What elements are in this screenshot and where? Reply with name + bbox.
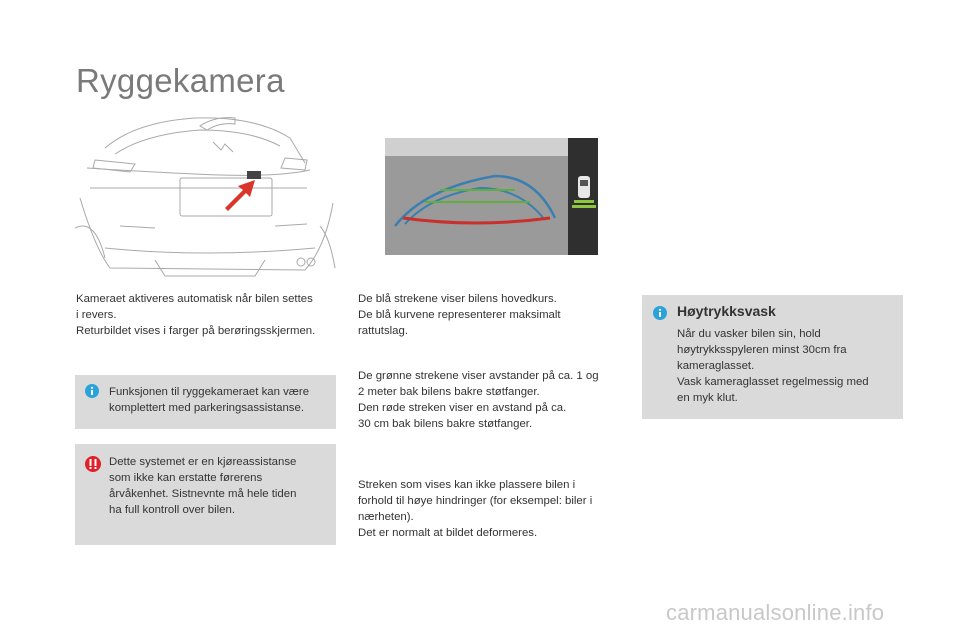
text-line: Den røde streken viser en avstand på ca.	[358, 402, 567, 414]
text-line: Kameraet aktiveres automatisk når bilen settes	[76, 293, 313, 305]
text-line: en myk klut.	[677, 392, 738, 404]
text-line: i revers.	[76, 309, 117, 321]
text-line: som ikke kan erstatte førerens	[109, 472, 263, 484]
info-box-text	[109, 384, 309, 416]
text-line: De grønne strekene viser avstander på ca. 1 og	[358, 370, 599, 382]
text-line: nærheten).	[358, 511, 414, 523]
info-icon	[653, 306, 667, 320]
text-line: Returbildet vises i farger på berøringsskjermen.	[76, 325, 316, 337]
page-title: Ryggekamera	[76, 62, 285, 99]
text-line: årvåkenhet. Sistnevnte må hele tiden	[109, 488, 297, 500]
text-line: Funksjonen til ryggekameraet kan være	[109, 386, 310, 398]
warning-box	[75, 444, 336, 545]
text-line: Streken som vises kan ikke plassere bilen i	[358, 479, 576, 491]
high-pressure-wash-text	[677, 326, 869, 406]
intro-paragraph	[76, 291, 315, 339]
text-line: rattutslag.	[358, 325, 409, 337]
text-line: Når du vasker bilen sin, hold	[677, 328, 821, 340]
guide-lines-blue-description	[358, 291, 561, 339]
camera-location-arrow	[225, 180, 255, 211]
car-rear-illustration	[75, 108, 337, 284]
text-line: Vask kameraglasset regelmessig med	[677, 376, 869, 388]
text-line: kameraglasset.	[677, 360, 755, 372]
text-line: De blå strekene viser bilens hovedkurs.	[358, 293, 557, 305]
text-line: forhold til høye hindringer (for eksempel: biler i	[358, 495, 593, 507]
text-line: ha full kontroll over bilen.	[109, 504, 235, 516]
warning-box-text	[109, 454, 296, 518]
watermark: carmanualsonline.info	[666, 600, 885, 625]
info-icon	[85, 384, 99, 398]
warning-icon	[85, 456, 101, 472]
guide-lines-distance-description	[358, 368, 599, 432]
text-line: 30 cm bak bilens bakre støtfanger.	[358, 418, 533, 430]
text-line: Dette systemet er en kjøreassistanse	[109, 456, 297, 468]
text-line: høytrykksspyleren minst 30cm fra	[677, 344, 847, 356]
text-line: 2 meter bak bilens bakre støtfanger.	[358, 386, 540, 398]
text-line: komplettert med parkeringsassistanse.	[109, 402, 304, 414]
text-line: Det er normalt at bildet deformeres.	[358, 527, 538, 539]
box-heading: Høytrykksvask	[677, 303, 776, 319]
high-pressure-wash-box	[642, 295, 903, 419]
text-line: De blå kurvene representerer maksimalt	[358, 309, 561, 321]
camera-screen-illustration	[385, 138, 598, 255]
info-box	[75, 375, 336, 429]
limitations-description	[358, 477, 592, 541]
